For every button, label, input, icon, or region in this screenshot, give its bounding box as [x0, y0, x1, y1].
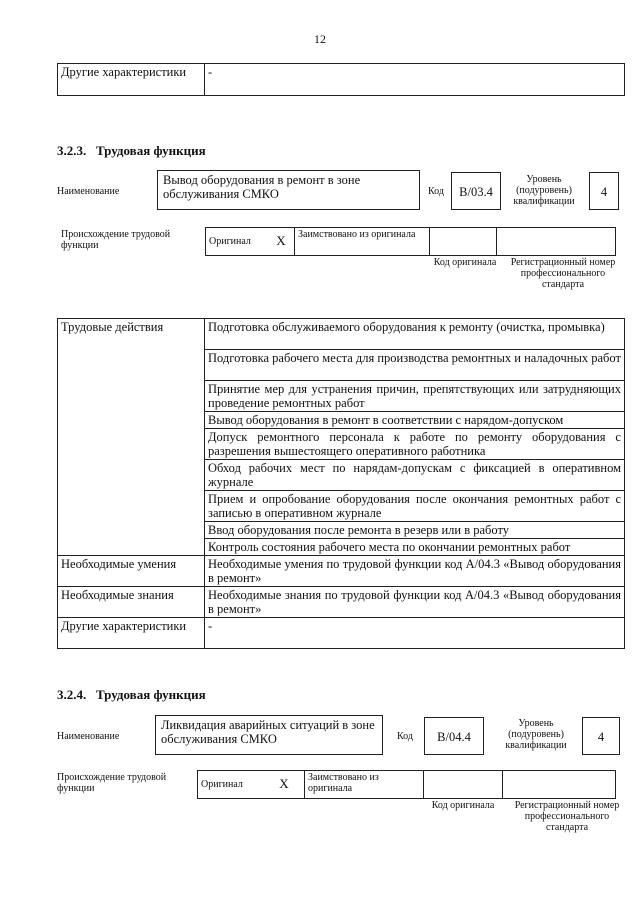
labor-action-item: Прием и опробование оборудования после окончания ремонтных работ с записью в оперативном журнале — [205, 491, 625, 522]
code-original-label: Код оригинала — [433, 257, 497, 268]
labor-action-item: Подготовка рабочего места для производства ремонтных и наладочных работ — [205, 350, 625, 381]
level-box: 4 — [582, 717, 620, 755]
level-label: Уровень (подуровень) квалификации — [505, 718, 567, 751]
original-mark: X — [268, 228, 295, 256]
function-name-box: Ликвидация аварийных ситуаций в зоне обслуживания СМКО — [155, 715, 383, 755]
knowledge-label: Необходимые знания — [58, 587, 205, 618]
original-label: Оригинал — [206, 228, 269, 256]
section-heading-323 — [57, 143, 206, 159]
name-label: Наименование — [57, 186, 120, 197]
borrowed-label: Заимствовано из оригинала — [295, 228, 430, 256]
code-original-cell — [424, 771, 503, 799]
code-original-cell — [430, 228, 497, 256]
top-other-table — [57, 63, 625, 96]
labor-actions-label: Трудовые действия — [58, 319, 205, 556]
code-box: B/03.4 — [451, 172, 501, 210]
origin-label: Происхождение трудовой функции — [61, 229, 171, 251]
reg-number-label: Регистрационный номер профессионального стандарта — [510, 257, 616, 290]
reg-number-cell — [503, 771, 616, 799]
labor-action-item: Контроль состояния рабочего места по окончании ремонтных работ — [205, 539, 625, 556]
code-original-label: Код оригинала — [431, 800, 495, 811]
origin-table — [205, 227, 616, 256]
other-value: - — [205, 618, 625, 649]
labor-action-item: Допуск ремонтного персонала к работе по ремонту оборудования с разрешения вышестоящего оперативного работника — [205, 429, 625, 460]
section-title: Трудовая функция — [96, 143, 206, 158]
level-label: Уровень (подуровень) квалификации — [513, 174, 575, 207]
labor-action-item: Ввод оборудования после ремонта в резерв или в работу — [205, 522, 625, 539]
reg-number-label: Регистрационный номер профессионального стандарта — [514, 800, 620, 833]
section-title: Трудовая функция — [96, 687, 206, 702]
page-number: 12 — [314, 32, 326, 46]
section-heading-324 — [57, 687, 206, 703]
other-label: Другие характеристики — [58, 618, 205, 649]
function-name-box: Вывод оборудования в ремонт в зоне обслуживания СМКО — [157, 170, 420, 210]
other-characteristics-value: - — [205, 64, 625, 96]
other-characteristics-label: Другие характеристики — [58, 64, 205, 96]
original-mark: X — [264, 771, 305, 799]
reg-number-cell — [497, 228, 616, 256]
labor-action-item: Обход рабочих мест по нарядам-допускам с фиксацией в оперативном журнале — [205, 460, 625, 491]
section-number: 3.2.4. — [57, 687, 87, 702]
section-number: 3.2.3. — [57, 143, 87, 158]
origin-label: Происхождение трудовой функции — [57, 772, 167, 794]
skills-value: Необходимые умения по трудовой функции код A/04.3 «Вывод оборудования в ремонт» — [205, 556, 625, 587]
code-label: Код — [397, 731, 413, 742]
skills-label: Необходимые умения — [58, 556, 205, 587]
labor-action-item: Принятие мер для устранения причин, препятствующих или затрудняющих проведение ремонтных работ — [205, 381, 625, 412]
labor-functions-table — [57, 318, 625, 649]
code-box: B/04.4 — [424, 717, 484, 755]
labor-action-item: Подготовка обслуживаемого оборудования к ремонту (очистка, промывка) — [205, 319, 625, 350]
borrowed-label: Заимствовано из оригинала — [305, 771, 424, 799]
labor-action-item: Вывод оборудования в ремонт в соответствии с нарядом-допуском — [205, 412, 625, 429]
code-label: Код — [428, 186, 444, 197]
origin-table — [197, 770, 616, 799]
level-box: 4 — [589, 172, 619, 210]
original-label: Оригинал — [198, 771, 265, 799]
name-label: Наименование — [57, 731, 120, 742]
knowledge-value: Необходимые знания по трудовой функции код A/04.3 «Вывод оборудования в ремонт» — [205, 587, 625, 618]
